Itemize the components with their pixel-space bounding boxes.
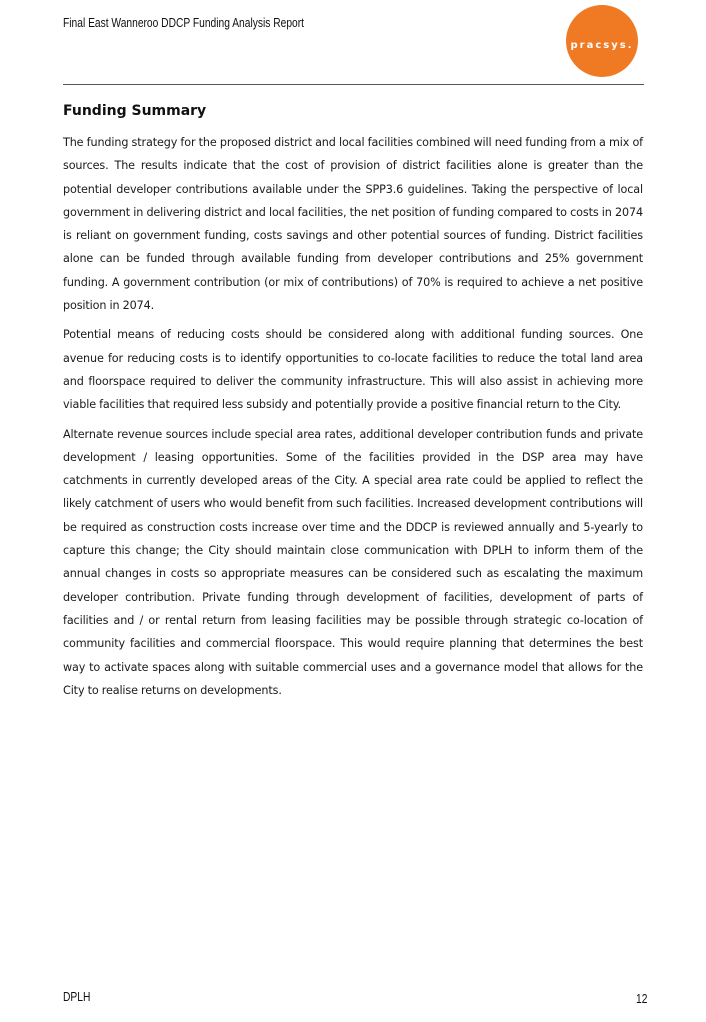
paragraph: Potential means of reducing costs should be considered along with additional funding sources. One avenue for reducing costs is to identify opportunities to co-locate facilities to reduce the total land area and floorspace required to deliver the community infrastructure. This will also assist in achieving more viable facilities that required less subsidy and potentially provide a positive financial return to the City. [63,328,643,412]
section-heading: Funding Summary [63,103,207,119]
paragraph: The funding strategy for the proposed district and local facilities combined will need funding from a mix of sources. The results indicate that the cost of provision of district facilities alone is greater than the potential developer contributions available under the SPP3.6 guidelines. Taking the perspective of local government in delivering district and local facilities, the net position of funding compared to costs in 2074 is reliant on government funding, costs savings and other potential sources of funding. District facilities alone can be funded through available funding from developer contributions and 25% government funding. A government contribution (or mix of contributions) of 70% is required to achieve a net positive position in 2074. [63,136,643,313]
document-header-title: Final East Wanneroo DDCP Funding Analysis Report [63,16,304,30]
footer-client-name: DPLH [63,990,91,1004]
pracsys-logo [566,5,638,77]
body-text [63,131,643,708]
header-divider [63,84,644,85]
page-number: 12 [636,992,648,1006]
paragraph: Alternate revenue sources include special area rates, additional developer contribution funds and private development / leasing opportunities. Some of the facilities provided in the DSP area may have catchments in currently developed areas of the City. A special area rate could be applied to reflect the likely catchment of users who would benefit from such facilities. Increased development contributions will be required as construction costs increase over time and the DDCP is reviewed annually and 5-yearly to capture this change; the City should maintain close communication with DPLH to inform them of the annual changes in costs so appropriate measures can be considered such as escalating the maximum developer contribution. Private funding through development of facilities, development of parts of facilities and / or rental return from leasing facilities may be possible through strategic co-location of community facilities and commercial floorspace. This would require planning that determines the best way to activate spaces along with suitable commercial uses and a governance model that allows for the City to realise returns on developments. [63,427,643,697]
logo-text: pracsys. [570,39,634,51]
